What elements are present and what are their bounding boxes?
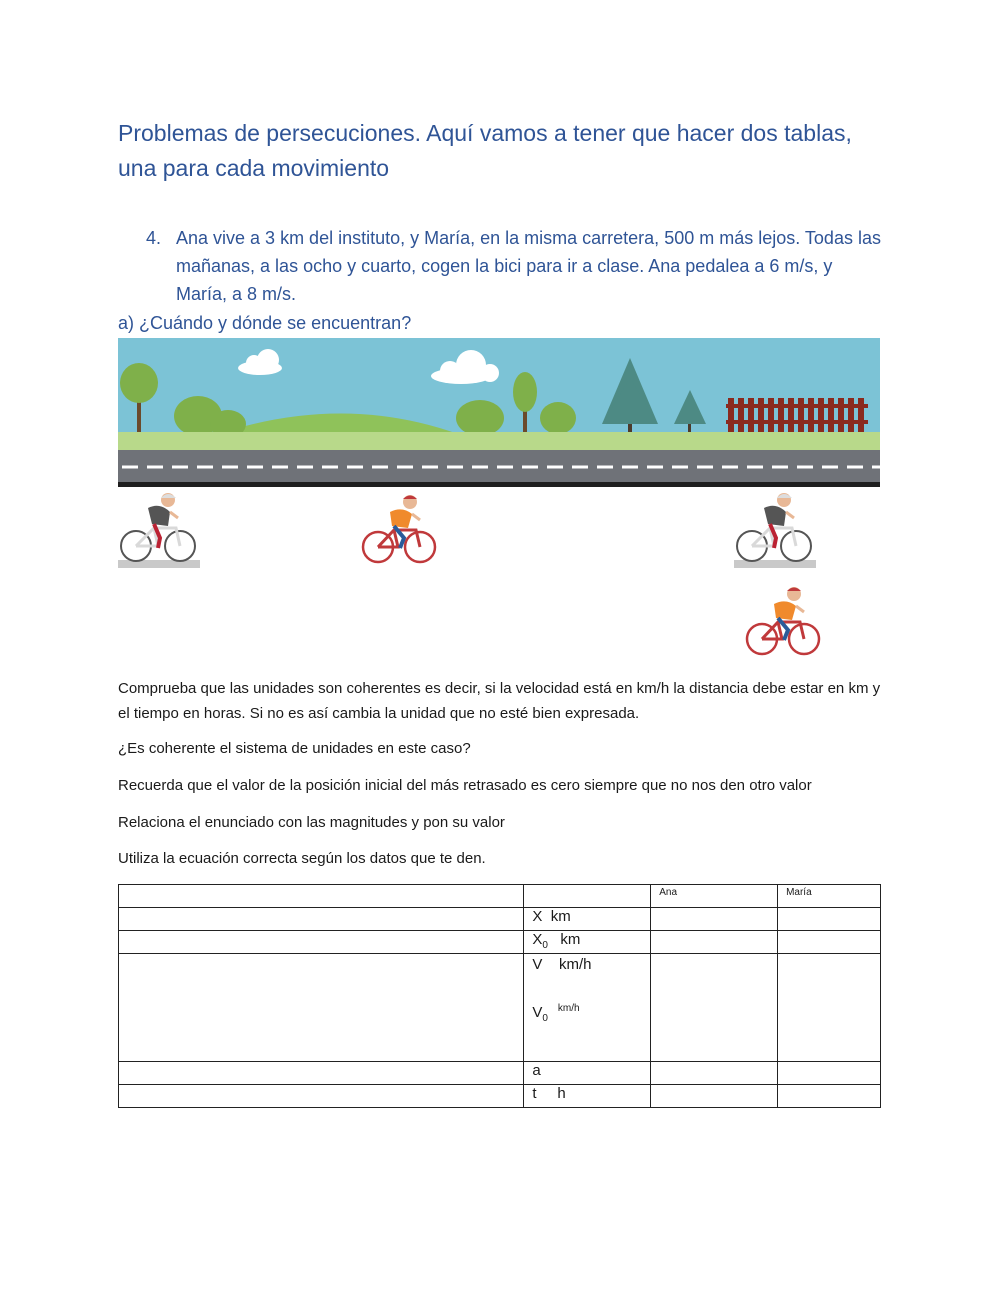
- column-header-ana: Ana: [651, 885, 778, 908]
- magnitude-x-label: [524, 908, 651, 931]
- symbol: V: [532, 1004, 543, 1021]
- symbol: t: [532, 1085, 537, 1102]
- subscript: 0: [542, 940, 548, 951]
- magnitude-x0-label: [524, 931, 651, 954]
- question-a: a) ¿Cuándo y dónde se encuentran?: [118, 313, 412, 333]
- table-row-velocity: [119, 954, 881, 1062]
- symbol: a: [532, 1062, 541, 1079]
- table-row-x0: [119, 931, 881, 954]
- value-cell-maria[interactable]: [778, 1062, 881, 1085]
- unit: h: [557, 1085, 566, 1102]
- paragraph-use-equation: Utiliza la ecuación correcta según los datos que te den.: [118, 850, 486, 867]
- magnitude-t-label: [524, 1085, 651, 1108]
- paragraph-coherence-question: ¿Es coherente el sistema de unidades en este caso?: [118, 740, 471, 757]
- unit: km: [560, 931, 581, 948]
- unit: km: [550, 908, 571, 925]
- value-cell-ana[interactable]: [651, 931, 778, 954]
- table-cell[interactable]: [119, 1062, 524, 1085]
- value-cell-ana[interactable]: [651, 1085, 778, 1108]
- value-cell-maria[interactable]: [778, 931, 881, 954]
- table-cell[interactable]: [119, 885, 524, 908]
- paragraph-initial-position: Recuerda que el valor de la posición inicial del más retrasado es cero siempre que no nos den otro valor: [118, 777, 812, 794]
- value-cell-maria[interactable]: [778, 908, 881, 931]
- symbol: X: [532, 908, 543, 925]
- table-row-x: [119, 908, 881, 931]
- road-landscape-illustration: [118, 338, 880, 488]
- cyclist-ana-end-icon: [734, 490, 816, 570]
- magnitudes-table: [118, 884, 881, 1108]
- table-cell[interactable]: [119, 908, 524, 931]
- problem-statement: [146, 224, 886, 308]
- cyclist-maria-start-icon: [360, 492, 440, 568]
- problem-text: Ana vive a 3 km del instituto, y María, en la misma carretera, 500 m más lejos. Todas las mañanas, a las ocho y cuarto, cogen la bici para ir a clase. Ana pedalea a 6 m/s, y María, a 8 m/s.: [176, 228, 881, 304]
- symbol: V: [532, 956, 543, 973]
- magnitude-velocity-label: [524, 954, 651, 1062]
- problem-number: 4.: [146, 228, 162, 248]
- value-cell-ana[interactable]: [651, 908, 778, 931]
- table-cell[interactable]: [119, 931, 524, 954]
- unit: km/h: [559, 956, 592, 973]
- page-heading: Problemas de persecuciones. Aquí vamos a tener que hacer dos tablas, una para cada movimiento: [118, 120, 852, 181]
- table-cell: [524, 885, 651, 908]
- value-cell-maria[interactable]: [778, 954, 881, 1062]
- table-header-row: [119, 885, 881, 908]
- table-row-a: [119, 1062, 881, 1085]
- paragraph-relate-magnitudes: Relaciona el enunciado con las magnitudes y pon su valor: [118, 814, 505, 831]
- unit: km/h: [557, 1003, 580, 1014]
- column-header-maria: María: [778, 885, 881, 908]
- value-cell-maria[interactable]: [778, 1085, 881, 1108]
- subscript: 0: [542, 1013, 548, 1024]
- table-row-t: [119, 1085, 881, 1108]
- cyclist-ana-start-icon: [118, 490, 200, 570]
- value-cell-ana[interactable]: [651, 1062, 778, 1085]
- magnitude-a-label: [524, 1062, 651, 1085]
- table-cell[interactable]: [119, 954, 524, 1062]
- cyclist-maria-end-icon: [744, 584, 824, 660]
- paragraph-units: Comprueba que las unidades son coherentes es decir, si la velocidad está en km/h la distancia debe estar en km y el tiempo en horas. Si no es así cambia la unidad que no esté bien expresada.: [118, 680, 881, 722]
- symbol: X: [532, 931, 543, 948]
- value-cell-ana[interactable]: [651, 954, 778, 1062]
- table-cell[interactable]: [119, 1085, 524, 1108]
